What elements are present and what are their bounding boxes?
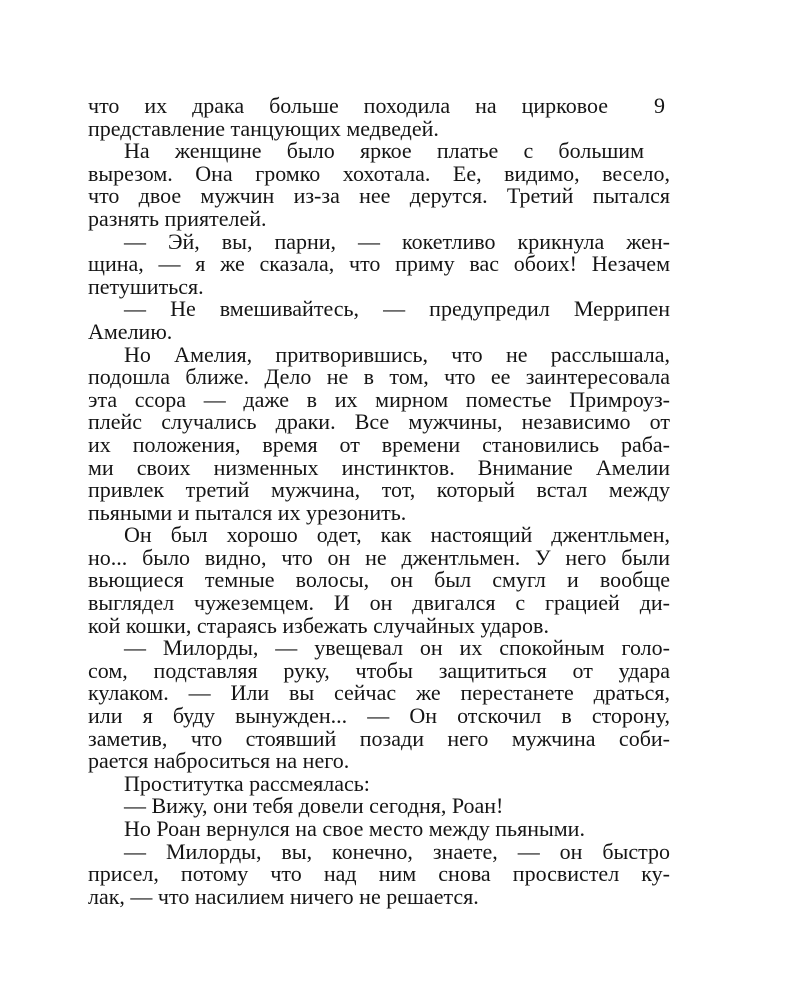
text-line: рается наброситься на него. bbox=[88, 748, 350, 774]
text-line: — Милорды, вы, конечно, знаете, — он быстро bbox=[124, 838, 670, 864]
text-line: Проститутка рассмеялась: bbox=[124, 770, 370, 796]
text-line: — Вижу, они тебя довели сегодня, Роан! bbox=[124, 793, 504, 819]
text-line: плейс случались драки. Все мужчины, независимо от bbox=[88, 409, 670, 435]
page-number: 9 bbox=[654, 93, 665, 118]
text-line: — Не вмешивайтесь, — предупредил Меррипен bbox=[124, 296, 670, 322]
text-line: эта ссора — даже в их мирном поместье Примроуз- bbox=[88, 386, 670, 412]
text-line: разнять приятелей. bbox=[88, 205, 267, 231]
text-line: их положения, время от времени становились раба- bbox=[88, 431, 670, 457]
text-line: — Милорды, — увещевал он их спокойным голо- bbox=[124, 635, 670, 661]
text-line: ми своих низменных инстинктов. Внимание Амелии bbox=[88, 454, 670, 480]
text-line: подошла ближе. Дело не в том, что ее заинтересовала bbox=[88, 364, 670, 390]
text-line: На женщине было яркое платье с большим bbox=[124, 138, 644, 164]
text-line: вьющиеся темные волосы, он был смугл и вообще bbox=[88, 567, 670, 593]
text-line: заметив, что стоявший позади него мужчина соби- bbox=[88, 725, 670, 751]
page-body-text bbox=[88, 95, 670, 908]
text-line: кой кошки, стараясь избежать случайных ударов. bbox=[88, 612, 549, 638]
text-line: присел, потому что над ним снова просвистел ку- bbox=[88, 861, 670, 887]
text-line: Но Роан вернулся на свое место между пьяными. bbox=[124, 816, 585, 841]
text-line: кулаком. — Или вы сейчас же перестанете драться, bbox=[88, 680, 670, 706]
text-line: сом, подставляя руку, чтобы защититься от удара bbox=[88, 657, 670, 683]
text-line: привлек третий мужчина, тот, который встал между bbox=[88, 477, 670, 503]
text-line: что двое мужчин из-за нее дерутся. Третий пытался bbox=[88, 183, 670, 209]
text-line: Он был хорошо одет, как настоящий джентльмен, bbox=[124, 522, 670, 548]
text-line: вырезом. Она громко хохотала. Ее, видимо, весело, bbox=[88, 160, 670, 186]
text-line: но... было видно, что он не джентльмен. У него были bbox=[88, 544, 670, 570]
text-line: пьяными и пытался их урезонить. bbox=[88, 499, 407, 525]
text-line: лак, — что насилием ничего не решается. bbox=[88, 883, 479, 909]
text-line: Но Амелия, притворившись, что не расслышала, bbox=[124, 341, 670, 367]
text-line: или я буду вынужден... — Он отскочил в сторону, bbox=[88, 703, 670, 729]
text-line: щина, — я же сказала, что приму вас обоих! Незачем bbox=[88, 251, 670, 277]
text-line: Амелию. bbox=[88, 318, 173, 344]
text-line: петушиться. bbox=[88, 273, 204, 299]
text-line: представление танцующих медведей. bbox=[88, 115, 439, 141]
text-line: выглядел чужеземцем. И он двигался с грацией ди- bbox=[88, 590, 670, 616]
text-line: — Эй, вы, парни, — кокетливо крикнула жен- bbox=[124, 228, 670, 254]
text-line: что их драка больше походила на цирковое bbox=[88, 93, 608, 118]
